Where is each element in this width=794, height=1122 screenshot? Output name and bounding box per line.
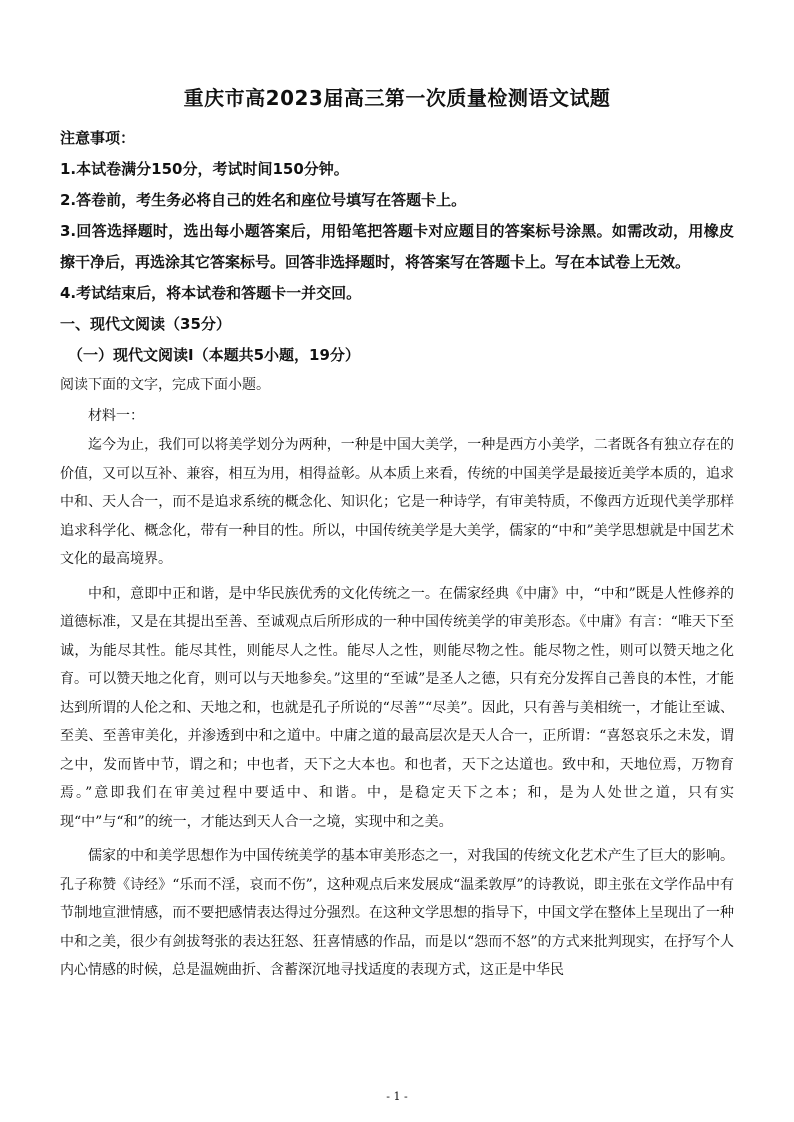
subsection-heading: （一）现代文阅读Ⅰ（本题共5小题，19分） xyxy=(68,346,360,364)
section-heading: 一、现代文阅读（35分） xyxy=(60,315,231,333)
paragraph-1: 迄今为止，我们可以将美学划分为两种，一种是中国大美学，一种是西方小美学，二者既各有独立存在的价值，又可以互补、兼容，相互为用，相得益彰。从本质上来看，传统的中国美学是最接近美学本质的，追求中和、天人合一，而不是追求系统的概念化、知识化；它是一种诗学，有审美特质，不像西方近现代美学那样追求科学化、概念化，带有一种目的性。所以，中国传统美学是大美学，儒家的“中和”美学思想就是中国艺术文化的最高境界。 xyxy=(60,437,734,567)
paragraph-2: 中和，意即中正和谐，是中华民族优秀的文化传统之一。在儒家经典《中庸》中，“中和”既是人性修养的道德标准，又是在其提出至善、至诚观点后所形成的一种中国传统美学的审美形态。《中庸》有言：“唯天下至诚，为能尽其性。能尽其性，则能尽人之性。能尽人之性，则能尽物之性。能尽物之性，则可以赞天地之化育。可以赞天地之化育，则可以与天地参矣。”这里的“至诚”是圣人之德，只有充分发挥自己善良的本性，才能达到所谓的人伦之和、天地之和，也就是孔子所说的“尽善”“尽美”。因此，只有善与美相统一，才能让至诚、至美、至善审美化，并渗透到中和之道中。中庸之道的最高层次是天人合一，正所谓：“喜怒哀乐之未发，谓之中，发而皆中节，谓之和；中也者，天下之大本也。和也者，天下之达道也。致中和，天地位焉，万物育焉。”意即我们在审美过程中要适中、和谐。中，是稳定天下之本；和，是为人处世之道，只有实现“中”与“和”的统一，才能达到天人合一之境，实现中和之美。 xyxy=(60,585,734,830)
notice-item-1: 1.本试卷满分150分，考试时间150分钟。 xyxy=(60,160,349,178)
notice-item-3: 3.回答选择题时，选出每小题答案后，用铅笔把答题卡对应题目的答案标号涂黑。如需改动，用橡皮擦干净后，再选涂其它答案标号。回答非选择题时，将答案写在答题卡上。写在本试卷上无效。 xyxy=(60,222,734,271)
material-label: 材料一： xyxy=(88,408,144,424)
exam-title: 重庆市高2023届高三第一次质量检测语文试题 xyxy=(183,86,611,110)
notice-item-2: 2.答卷前，考生务必将自己的姓名和座位号填写在答题卡上。 xyxy=(60,191,467,209)
notice-item-4: 4.考试结束后，将本试卷和答题卡一并交回。 xyxy=(60,284,362,302)
notice-heading: 注意事项： xyxy=(60,129,136,147)
paragraph-3: 儒家的中和美学思想作为中国传统美学的基本审美形态之一，对我国的传统文化艺术产生了巨大的影响。孔子称赞《诗经》“乐而不淫，哀而不伤”，这种观点后来发展成“温柔敦厚”的诗教说，即主张在文学作品中有节制地宣泄情感，而不要把感情表达得过分强烈。在这种文学思想的指导下，中国文学在整体上呈现出了一种中和之美，很少有剑拔弩张的表达狂怒、狂喜情感的作品，而是以“怨而不怒”的方式来批判现实，在抒写个人内心情感的时候，总是温婉曲折、含蓄深沉地寻找适度的表现方式，这正是中华民 xyxy=(60,848,734,978)
page-number: - 1 - xyxy=(386,1090,408,1103)
reading-instruction: 阅读下面的文字，完成下面小题。 xyxy=(60,377,270,393)
